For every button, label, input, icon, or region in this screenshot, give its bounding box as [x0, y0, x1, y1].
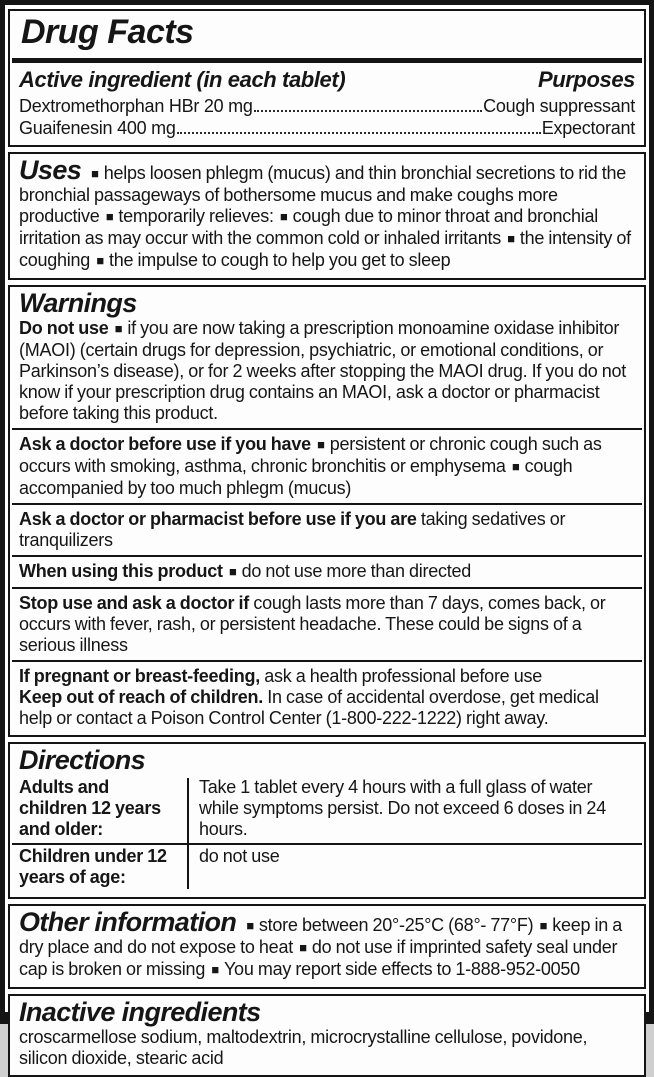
square-bullet-icon: ■: [211, 962, 219, 978]
dot-leader: [177, 132, 541, 134]
ingredient-purpose: Cough suppressant: [483, 95, 635, 116]
square-bullet-icon: ■: [228, 564, 237, 579]
directions-age-group: Adults and children 12 years and older:: [19, 777, 161, 840]
other-information-heading: Other information: [19, 907, 237, 938]
square-bullet-icon: ■: [299, 940, 307, 956]
directions-table: [19, 776, 635, 891]
ingredient-name: Dextromethorphan HBr 20 mg: [19, 95, 253, 116]
divider-thin: [12, 587, 642, 589]
square-bullet-icon: ■: [105, 208, 114, 224]
section-directions: [8, 742, 646, 899]
directions-row: [19, 776, 635, 843]
warning-paragraph: When using this product ■ do not use more than directed: [19, 561, 471, 581]
inactive-ingredients-text: croscarmellose sodium, maltodextrin, microcrystalline cellulose, povidone, silicon dioxide, stearic acid: [19, 1027, 588, 1069]
warning-paragraph: Ask a doctor before use if you have ■ persistent or chronic cough such as occurs with smoking, asthma, chronic bronchitis or emphysema ■ cough accompanied by too much phlegm (mucus): [19, 434, 602, 498]
section-uses: [8, 152, 646, 280]
drug-facts-title: Drug Facts: [21, 13, 194, 51]
square-bullet-icon: ■: [511, 459, 520, 474]
warning-paragraph: Ask a doctor or pharmacist before use if you are taking sedatives or tranquilizers: [19, 509, 566, 550]
divider-thin: [12, 555, 642, 557]
divider-thin: [12, 660, 642, 662]
warning-paragraph: If pregnant or breast-feeding, ask a health professional before use: [19, 666, 542, 686]
directions-heading: Directions: [19, 745, 146, 775]
active-ingredient-row: [19, 117, 635, 139]
square-bullet-icon: ■: [279, 208, 288, 224]
active-ingredient-heading: Active ingredient (in each tablet): [19, 66, 346, 92]
square-bullet-icon: ■: [114, 321, 123, 336]
section-warnings: [8, 285, 646, 737]
directions-column-divider: [187, 778, 189, 889]
square-bullet-icon: ■: [317, 437, 325, 452]
active-ingredient-row: [19, 95, 635, 117]
square-bullet-icon: ■: [246, 918, 254, 934]
uses-paragraph: [19, 156, 635, 272]
active-ingredient-rows: [19, 95, 635, 139]
square-bullet-icon: ■: [96, 252, 104, 268]
warning-paragraph: Do not use ■ if you are now taking a prescription monoamine oxidase inhibitor (MAOI) (certain drugs for depression, psychiatric, or emotional conditions, or Parkinson’s disease), or for 2 weeks after stopping the MAOI drug. If you do not know if your prescription drug contains an MAOI, ask a doctor or pharmacist before taking this product.: [19, 318, 626, 423]
divider-thin: [12, 503, 642, 505]
dot-leader: [254, 110, 483, 112]
other-information-text: ■ store between 20°-25°C (68°- 77°F) ■ keep in a dry place and do not expose to heat ■ do not use if imprinted safety seal under cap is broken or missing ■ You may report side effects to 1-888-952-0050: [19, 915, 623, 980]
inactive-ingredients-heading: Inactive ingredients: [19, 997, 261, 1028]
uses-text: ■ helps loosen phlegm (mucus) and thin bronchial secretions to rid the bronchial passageways of bothersome mucus and make coughs more productive ■ temporarily relieves: ■ cough due to minor throat and bronchial irritation as may occur with the common cold or inhaled irritants ■ the intensity of coughing ■ the impulse to cough to help you get to sleep: [19, 162, 631, 270]
directions-dosage: Take 1 tablet every 4 hours with a full glass of water while symptoms persist. Do not exceed 6 doses in 24 hours.: [199, 777, 606, 840]
directions-row: [19, 845, 635, 891]
warning-paragraph: Stop use and ask a doctor if cough lasts more than 7 days, comes back, or occurs with fever, rash, or persistent headache. These could be signs of a serious illness: [19, 593, 606, 655]
ingredient-purpose: Expectorant: [541, 117, 635, 138]
square-bullet-icon: ■: [91, 165, 99, 181]
warnings-heading: Warnings: [19, 287, 137, 318]
square-bullet-icon: ■: [507, 230, 515, 246]
uses-heading: Uses: [19, 154, 82, 185]
purposes-heading: Purposes: [537, 66, 635, 92]
section-inactive-ingredients: [8, 994, 646, 1077]
active-ingredient-header-row: [19, 63, 635, 95]
divider-thin: [12, 428, 642, 430]
directions-dosage: do not use: [199, 846, 280, 867]
section-header: [8, 9, 646, 147]
square-bullet-icon: ■: [539, 918, 548, 934]
warnings-blocks: [19, 318, 635, 729]
section-other-information: [8, 904, 646, 989]
directions-age-group: Children under 12 years of age:: [19, 846, 167, 888]
ingredient-name: Guaifenesin 400 mg: [19, 117, 176, 138]
other-information-paragraph: [19, 908, 635, 981]
warning-paragraph: Keep out of reach of children. In case of accidental overdose, get medical help or contact a Poison Control Center (1-800-222-1222) right away.: [19, 687, 599, 728]
